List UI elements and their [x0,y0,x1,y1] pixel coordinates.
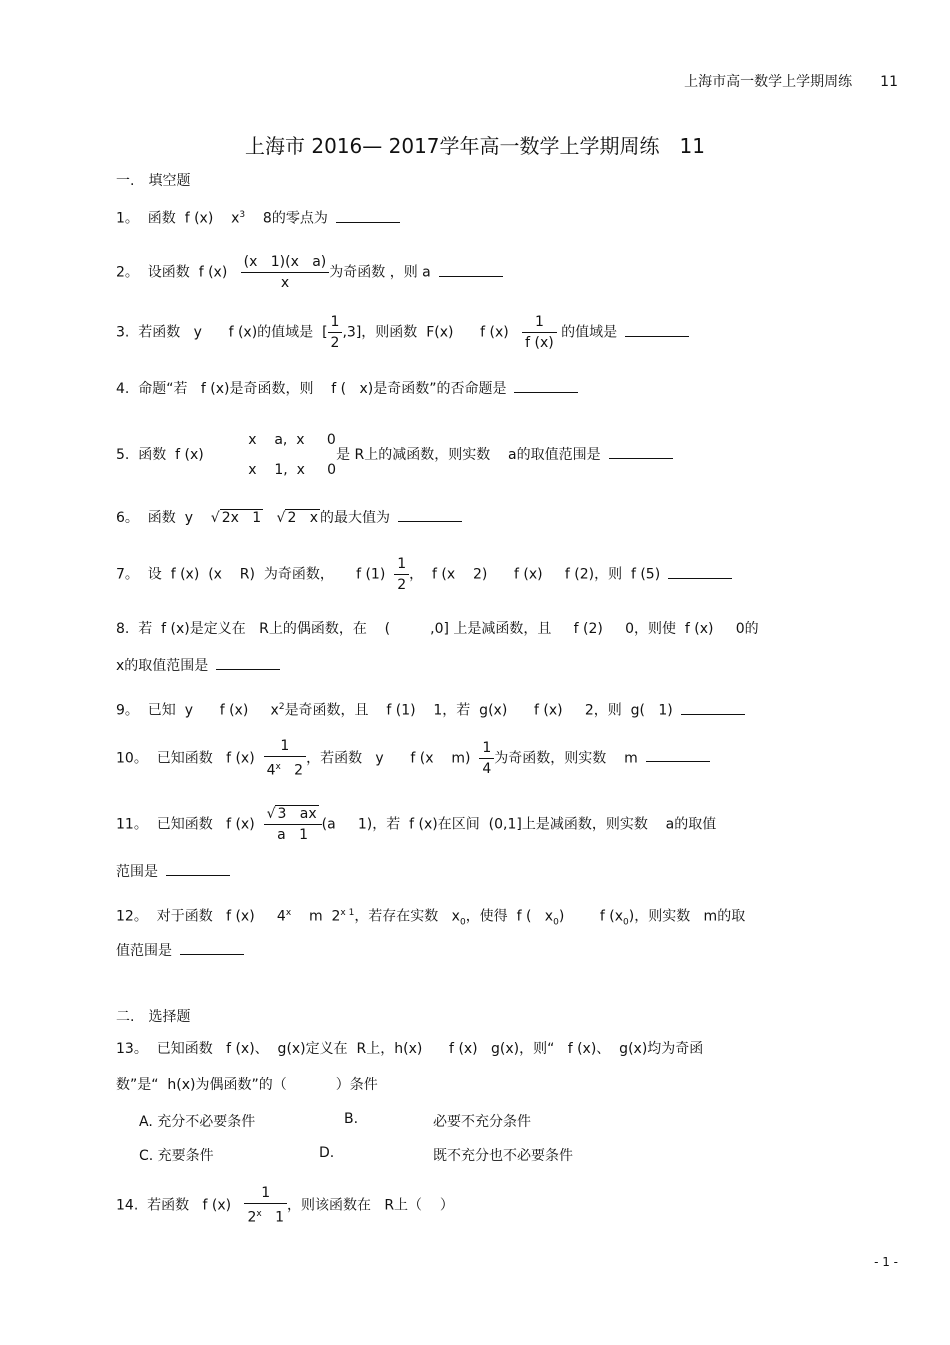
question-13-cont: 数”是“ h(x)为偶函数”的（ ）条件 [116,1077,378,1093]
question-12-cont: 值范围是 [116,940,244,961]
question-7: 7。 设 f (x) (x R) 为奇函数， f (1) $\frac{1}{2}$ ， f (x 2) f (x) f (2)，则 f (5) [116,554,732,595]
question-4: 4. 命题“若 f (x)是奇函数，则 f ( x)是奇函数”的否命题是 [116,378,578,399]
question-12: 12。 对于函数 f (x) 4$^x$ m $2^{x 1}$，若存在实数 $x_0$，使得 f ( $x_0$) f $(x_0)$，则实数 m的取 [116,908,746,928]
question-11: 11。 已知函数 f (x) $\frac{√ 3 ax}{a 1}$ (a 1)，若 f (x)在区间 (0,1]上是减函数，则实数 a的取值 [116,806,717,843]
question-8: 8. 若 f (x)是定义在 R上的偶函数，在 ( ,0] 上是减函数，且 f (2) 0，则使 f (x) 0的 [116,621,759,637]
question-10: 10。 已知函数 f (x) $\frac{1}{4^x 2}$ ，若函数 y f (x m) $\frac{1}{4}$ 为奇函数，则实数 m [116,736,710,781]
question-9: 9。 已知 y f (x) $x^2$是奇函数，且 f (1) 1，若 g(x) f (x) 2，则 g( 1) [116,697,745,721]
option-d-text: 既不充分也不必要条件 [433,1148,573,1164]
question-14: 14. 若函数 f (x) $\frac{1}{2^x 1}$ ，则该函数在 R上（ ） [116,1185,454,1226]
page-number: - 1 - [874,1255,898,1269]
question-6: 6。 函数 y √ 2x 1 √ 2 x 的最大值为 [116,507,462,528]
document-title: 上海市 2016— 2017学年高一数学上学期周练 11 [245,134,705,158]
question-3: 3. 若函数 y f (x)的值域是 [ $\frac{1}{2}$ ,3]，则函数 F(x) f (x) $\frac{1}{f (x)}$ 的值域是 [116,312,689,353]
question-8-cont: x的取值范围是 [116,655,280,676]
option-d-label: D. [319,1145,335,1161]
question-13: 13。 已知函数 f (x)、 g(x)定义在 R上，h(x) f (x) g(x)，则“ f (x)、 g(x)均为奇函 [116,1041,704,1057]
option-c: C. 充要条件 [139,1148,214,1164]
question-2: 2。 设函数 f (x) $\frac{\text{(x 1)(x a)}}{x}$ 为奇函数 ，则 a [116,252,503,293]
option-b-text: 必要不充分条件 [433,1114,531,1130]
option-b-label: B. [344,1111,359,1127]
option-a: A. 充分不必要条件 [139,1114,256,1130]
question-5: 5. 函数 f (x) x a, x 0 x 1, x 0是 R上的减函数，则实数 a的取值范围是 [116,425,673,485]
question-11-cont: 范围是 [116,861,230,882]
section-multiple-choice: 二. 选择题 [116,1009,191,1025]
page-header: 上海市高一数学上学期周练 11 [684,74,898,90]
section-fill-in: 一. 填空题 [116,173,191,189]
question-1: 1。 函数 f (x) $x^3$ 8的零点为 [116,205,400,229]
